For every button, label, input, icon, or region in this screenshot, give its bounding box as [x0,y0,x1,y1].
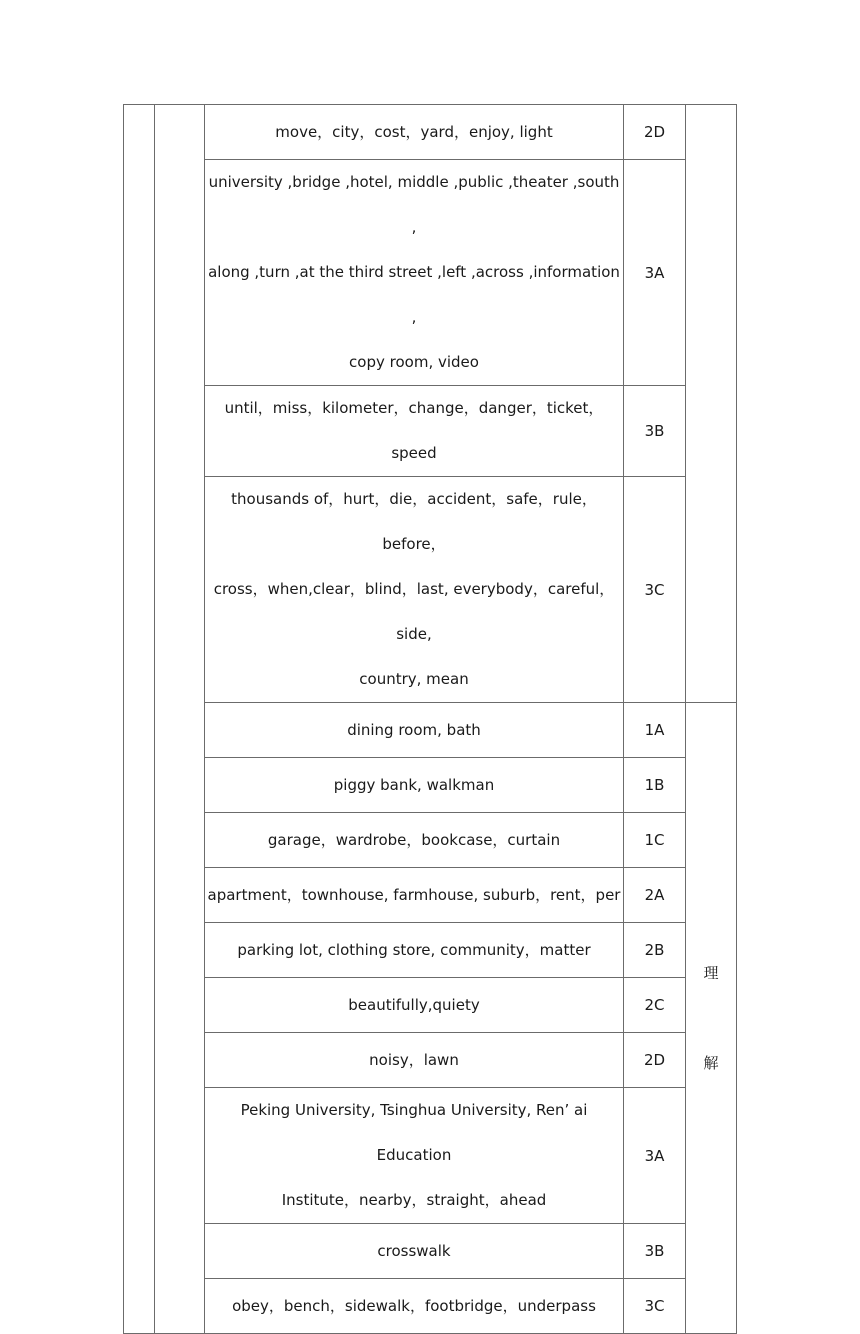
words-cell [205,477,624,703]
words-cell [205,813,624,868]
table-row [124,160,737,386]
word-line: move，city，cost，yard，enjoy, light [275,122,553,141]
word-line: Institute，nearby，straight，ahead [281,1191,547,1209]
unit-cell: 2D [624,105,686,160]
unit-cell: 3B [624,386,686,477]
unit-cell: 3A [624,1088,686,1224]
level-char: 理 [703,964,719,982]
words-cell [205,758,624,813]
words-cell [205,703,624,758]
words-cell [205,1224,624,1279]
word-line: beautifully,quiety [348,995,480,1014]
word-line: Peking University, Tsinghua University, Ren’ ai Education [240,1101,588,1164]
word-line: cross，when,clear，blind，last, everybody，careful，side, [213,580,615,643]
table-row [124,477,737,703]
word-line: parking lot, clothing store, community，matter [237,940,591,959]
table-row [124,1088,737,1224]
unit-cell: 3A [624,160,686,386]
words-cell [205,1033,624,1088]
word-line: university ,bridge ,hotel, middle ,public ,theater ,south , [208,173,620,236]
table-row [124,386,737,477]
table-row [124,1224,737,1279]
unit-cell: 2C [624,978,686,1033]
unit-cell: 1B [624,758,686,813]
words-cell [205,1088,624,1224]
level-char: 解 [703,1054,719,1072]
words-cell [205,978,624,1033]
table-row [124,978,737,1033]
words-cell [205,923,624,978]
table-row [124,868,737,923]
unit-cell: 3B [624,1224,686,1279]
table-row [124,105,737,160]
table-row [124,703,737,758]
empty-cell-col2 [155,105,205,1334]
words-cell [205,160,624,386]
word-line: garage，wardrobe，bookcase，curtain [267,830,561,849]
word-line: piggy bank, walkman [333,775,495,794]
table-row [124,1279,737,1334]
word-line: until，miss，kilometer，change，danger，ticket，speed [224,399,604,462]
table-row [124,923,737,978]
word-line: noisy，lawn [369,1050,459,1069]
words-cell [205,868,624,923]
word-line: along ,turn ,at the third street ,left ,across ,information , [208,263,620,326]
word-line: obey，bench，sidewalk，footbridge，underpass [232,1296,596,1315]
word-line: copy room, video [349,353,479,371]
unit-cell: 3C [624,477,686,703]
vocabulary-table [123,104,737,1334]
level-cell-empty [686,105,737,703]
table-row [124,1033,737,1088]
words-cell [205,386,624,477]
empty-cell-col1 [124,105,155,1334]
unit-cell: 1A [624,703,686,758]
unit-cell: 2D [624,1033,686,1088]
level-cell-understanding [686,703,737,1334]
unit-cell: 2A [624,868,686,923]
words-cell [205,105,624,160]
table-row [124,813,737,868]
unit-cell: 3C [624,1279,686,1334]
word-line: dining room, bath [347,720,481,739]
unit-cell: 1C [624,813,686,868]
word-line: thousands of，hurt，die，accident，safe，rule，before， [231,490,597,553]
unit-cell: 2B [624,923,686,978]
word-line: crosswalk [377,1241,451,1260]
table-row [124,758,737,813]
word-line: country, mean [359,670,469,688]
words-cell [205,1279,624,1334]
word-line: apartment，townhouse, farmhouse, suburb，rent，per [207,885,621,904]
